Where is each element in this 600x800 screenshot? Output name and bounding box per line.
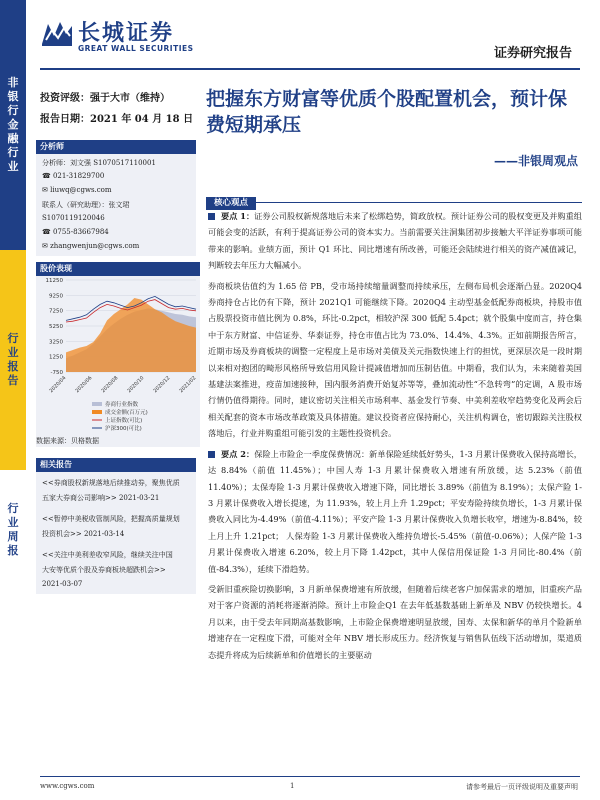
- report-type: 证券研究报告: [493, 46, 572, 61]
- analyst-heading: 分析师: [36, 140, 196, 154]
- report-body: [208, 208, 582, 667]
- legend-label: 成交金额(百万元): [105, 410, 148, 416]
- bullet-icon: [208, 451, 215, 458]
- footer-disclaimer: 请参考最后一页评级说明及重要声明: [466, 783, 578, 791]
- body-paragraph: [208, 208, 582, 274]
- y-tick-label: 7250: [49, 308, 63, 315]
- company-logo: [40, 14, 240, 64]
- report-subtitle: ——非银周观点: [493, 154, 578, 168]
- x-tick-label: 2020/06: [74, 375, 94, 395]
- point-label: 要点 1：: [221, 211, 255, 221]
- contact-license: S1070119120046: [42, 214, 105, 222]
- x-tick-label: 2020/10: [126, 375, 146, 395]
- x-tick-label: 2020/04: [48, 375, 68, 395]
- paragraph-text: 证券公司股权新规落地后未来了松绑趋势，简政放权。预计证券公司的股权变更及并购重组可能会变的活跃，有利于提高证券公司的资本实力。当前需要关注洞集团初步接触大平洋证券事项可能带来的影响。业绩方面，预计 Q1 环比、同比增速有所改善，可能还会陆续进行相关的资产减值减记，判断较去年压力大幅减小。: [208, 211, 582, 271]
- investment-rating: 投资评级：强于大市（维持）: [40, 93, 170, 104]
- left-category-strip: [0, 0, 26, 800]
- analyst-phone: ☎ 021-31829700: [42, 172, 105, 180]
- related-report-link[interactable]: <<暂停中美税收管制风险，把握高质量规划: [42, 515, 180, 523]
- logo-english-name: GREAT WALL SECURITIES: [78, 44, 194, 53]
- logo-chinese-name: 长城证券: [78, 21, 175, 46]
- x-tick-label: 2020/08: [100, 375, 120, 395]
- chart-source: 数据来源：贝格数据: [36, 437, 99, 445]
- related-report-link[interactable]: 五家大券商公司影响>> 2021-03-21: [42, 494, 160, 502]
- legend-label: 上证指数(可比): [105, 418, 143, 424]
- stock-performance-panel: [36, 262, 200, 447]
- y-tick-label: 11250: [45, 278, 63, 284]
- x-tick-label: 2021/02: [178, 375, 198, 395]
- stock-performance-chart: [36, 274, 200, 446]
- contact-line: 联系人（研究助理）：张文珺: [42, 201, 130, 209]
- footer-url[interactable]: www.cgws.com: [40, 782, 95, 790]
- analyst-line: 分析师：刘文强 S1070517110001: [42, 159, 156, 167]
- legend-swatch: [92, 402, 102, 406]
- body-paragraph: [208, 278, 582, 442]
- body-paragraph: [208, 581, 582, 663]
- related-report-link[interactable]: 大安等优质个股及券商板块超跌机会>>: [42, 566, 166, 574]
- legend-label: 沪深300(可比): [105, 426, 142, 432]
- core-views-header: [206, 190, 582, 208]
- contact-email[interactable]: ✉ zhangwenjun@cgws.com: [42, 242, 140, 250]
- point-label: 要点 2：: [221, 448, 255, 459]
- x-tick-label: 2020/12: [152, 375, 172, 395]
- chart-heading: 股价表现: [36, 262, 200, 276]
- related-heading: 相关报告: [36, 458, 196, 472]
- legend-label: 券商行业指数: [105, 402, 139, 408]
- related-report-link[interactable]: <<关注中美利差收窄风险，继续关注中国: [42, 551, 173, 559]
- paragraph-text: 保险上市险企一季度保费情况：新单保险延续低好势头，1-3 月累计保费收入保持高增长，达 8.84%（前值 11.45%）；中国人寿 1-3 月累计保费收入增速有所放缓，达 5.23%（前值 11.40%）；太保寿险 1-3 月累计保费收入增速下降，同比增长 3.89%（前值为 8.19%）；太保产险 1-3 月累计保费收入增长提速，为 11.93%，较上月上升 1.29pct；平安寿险持续负增长，1-3 月累计保费收入同比为-4.49%（前值-4.11%）；平安产险 1-3 月累计保费收入负增长收窄，增速为-8.84%，较上月上升 1.21pct； 人保寿险 1-3 月累计保费收入维持负增长-5.45%（前值-0.06%）；人保产险 1-3 月累计保费收入增速 6.20%，较上月下降 1.42pct，其中人保信用保证险 1-3 月同比-80.4%（前值-84.3%），延续下滑趋势。: [208, 448, 582, 574]
- related-report-link[interactable]: <<券商股权新规落地后续推动券，聚焦优质: [42, 479, 180, 487]
- y-tick-label: 1250: [49, 354, 63, 361]
- y-tick-label: 3250: [49, 339, 63, 346]
- y-tick-label: -750: [50, 370, 63, 376]
- related-report-date: 2021-03-07: [42, 580, 83, 588]
- page-number: 1: [290, 782, 295, 790]
- footer-divider: [40, 776, 580, 777]
- y-tick-label: 5250: [49, 324, 63, 330]
- body-paragraph: [208, 446, 582, 577]
- header-divider: [40, 68, 580, 70]
- strip-industry-label: 非 银 行 金 融 行 业: [0, 0, 26, 250]
- strip-report-label: 行 业 报 告: [0, 250, 26, 470]
- contact-phone: ☎ 0755-83667984: [42, 228, 109, 236]
- related-reports-box: [36, 458, 196, 594]
- report-title: 把握东方财富等优质个股配置机会，预计保费短期承压: [206, 88, 568, 136]
- paragraph-text: 受新旧重疾险切换影响，3 月新单保费增速有所放缓，但随着后续老客户加保需求的增加，旧重疾产品对于客户资源的消耗将逐渐消除。预计上市险企Q1 在去年低基数基础上新单及 NBV 仍较快增长。4 月以来，由于受去年同期高基数影响，上市险企保费增速明显放缓，国寿、太保和新华的单月个险新单增速存在一定程度下滑，可能对全年 NBV 增长形成压力。经济恢复与销售队伍线下活动增加，渠道质态提升将成为后续新单和价值增长的主要驱动: [208, 583, 582, 660]
- analyst-email[interactable]: ✉ liuwq@cgws.com: [42, 186, 112, 194]
- paragraph-text: 券商板块估值约为 1.65 倍 PB，受市场持续缩量调整而持续承压，左侧布局机会逐渐凸显。2020Q4 券商持仓占比仍有下降，预计 2021Q1 可能继续下降。2020Q4 主动型基金低配券商板块，持股市值占股票投资市值比例为 0.8%，环比-0.2pct，相较沪深 300 低配 5.4pct；就个股集中度而言，持仓集中于东方财富、中信证券、华泰证券，持仓市值占比为 73.0%、14.4%、4.3%。正如前期报告所言，近期市场及券商板块的调整一定程度上是市场对美债及关元指数快速上行的担忧，更深层次是一段时期以来相对抱团的畸形风格所导致信用风险计提减值增加而压制估值。中期看，我们认为，未来随着美国基建法案推进，疫苗加速接种，国内服务消费开始复苏等等，叠加流动性“不急转弯”的定调，A 股市场行情仍值得期待。同时，建议密切关注相关市场利率、基金发行节奏、中美利差收窄趋势变化及两会后相关配套的资本市场改革政策及具体措施。建议投资者应保持耐心，关注机构调仓，密切跟踪关注股权落地后，行业并购重组可能引发的主题性投资机会。: [208, 280, 582, 439]
- y-tick-label: 9250: [49, 293, 63, 300]
- report-date: 报告日期：2021 年 04 月 18 日: [40, 114, 194, 125]
- core-views-title: 核心观点: [206, 197, 256, 210]
- legend-swatch: [92, 410, 102, 414]
- great-wall-logo-icon: [40, 18, 74, 48]
- related-report-link[interactable]: 投资机会>> 2021-03-14: [42, 530, 125, 538]
- bullet-icon: [208, 213, 215, 220]
- analyst-info-box: [36, 140, 196, 256]
- strip-weekly-label: 行 业 周 报: [0, 470, 26, 590]
